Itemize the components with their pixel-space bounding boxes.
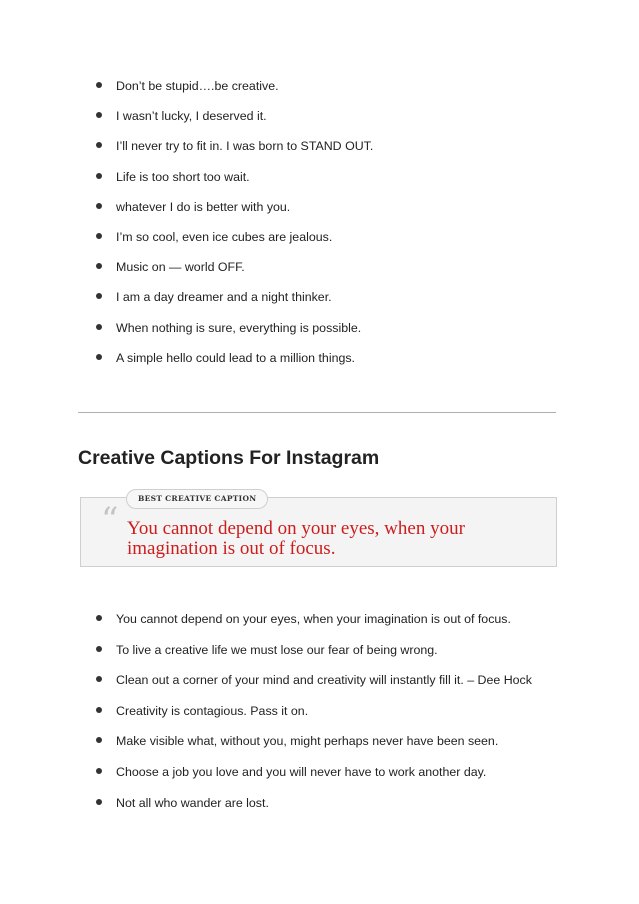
bullet-icon [96,263,102,269]
list-item-text: I am a day dreamer and a night thinker. [116,290,332,305]
quote-icon: “ [101,500,119,540]
bottom-quote-list [96,611,532,825]
bullet-icon [96,233,102,239]
list-item-text: whatever I do is better with you. [116,199,291,214]
list-item-text: Make visible what, without you, might perhaps never have been seen. [116,734,499,749]
list-item [96,764,532,795]
list-item [96,108,373,138]
caption-badge: BEST CREATIVE CAPTION [126,489,268,509]
list-item-text: Don’t be stupid….be creative. [116,79,279,93]
list-item [96,733,532,764]
caption-quote-text: You cannot depend on your eyes, when your imagination is out of focus. [127,518,465,559]
list-item-text: Clean out a corner of your mind and creativity will instantly fill it. – Dee Hock [116,673,532,688]
bullet-icon [96,799,102,805]
bullet-icon [96,142,102,148]
list-item [96,289,373,319]
list-item-text: Creativity is contagious. Pass it on. [116,703,309,718]
list-item [96,672,532,703]
list-item-text: Life is too short too wait. [116,169,250,184]
list-item-text: A simple hello could lead to a million things. [116,350,355,365]
list-item [96,611,532,642]
list-item [96,350,373,380]
list-item-text: I wasn’t lucky, I deserved it. [116,109,267,124]
list-item [96,199,373,229]
list-item [96,78,373,108]
list-item [96,795,532,826]
list-item [96,320,373,350]
list-item [96,138,373,168]
bullet-icon [96,354,102,360]
top-quote-list [96,78,373,380]
list-item-text: You cannot depend on your eyes, when your imagination is out of focus. [116,612,511,626]
bullet-icon [96,173,102,179]
bullet-icon [96,676,102,682]
list-item-text: Music on — world OFF. [116,260,245,275]
list-item-text: When nothing is sure, everything is possible. [116,320,362,335]
bullet-icon [96,203,102,209]
section-divider [78,412,556,413]
list-item [96,703,532,734]
list-item-text: Choose a job you love and you will never have to work another day. [116,764,487,779]
list-item [96,259,373,289]
list-item-text: I’m so cool, even ice cubes are jealous. [116,229,333,244]
bullet-icon [96,768,102,774]
list-item [96,642,532,673]
bullet-icon [96,324,102,330]
bullet-icon [96,82,102,88]
list-item [96,169,373,199]
bullet-icon [96,707,102,713]
section-title: Creative Captions For Instagram [78,447,380,469]
list-item [96,229,373,259]
bullet-icon [96,646,102,652]
list-item-text: To live a creative life we must lose our fear of being wrong. [116,642,438,657]
bullet-icon [96,112,102,118]
bullet-icon [96,737,102,743]
list-item-text: I’ll never try to fit in. I was born to STAND OUT. [116,139,374,154]
bullet-icon [96,293,102,299]
bullet-icon [96,615,102,621]
list-item-text: Not all who wander are lost. [116,795,269,810]
